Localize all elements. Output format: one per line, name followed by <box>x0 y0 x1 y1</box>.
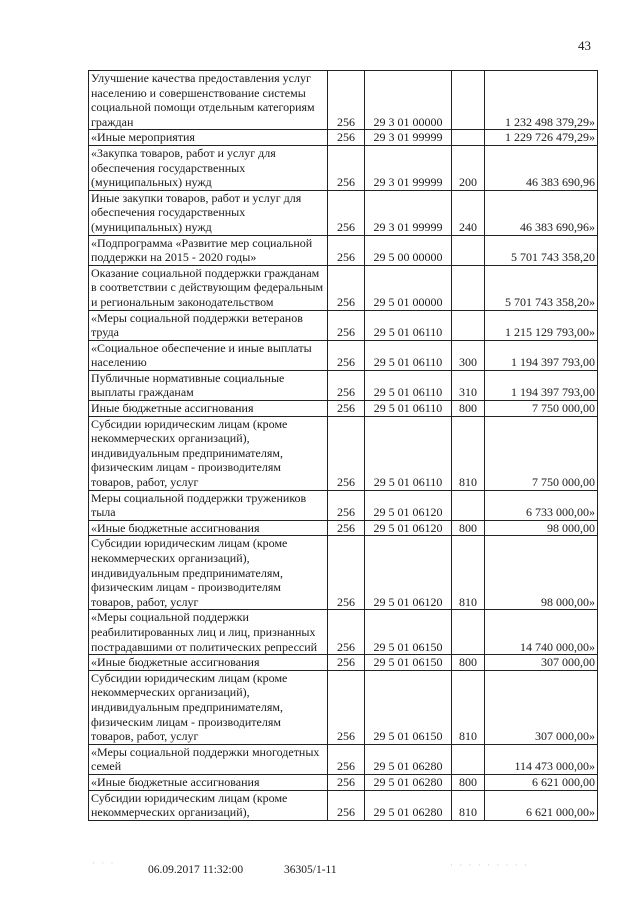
table-row <box>89 235 598 265</box>
row-name: Меры социальной поддержки тружеников тыла <box>89 490 328 520</box>
row-name: «Меры социальной поддержки реабилитированных лиц и лиц, признанных пострадавшими от политических репрессий <box>89 610 328 655</box>
row-csr-code: 29 5 01 06150 <box>365 655 452 671</box>
row-vr-code <box>452 265 485 310</box>
table-row <box>89 340 598 370</box>
row-name: «Иные бюджетные ассигнования <box>89 774 328 790</box>
table-row <box>89 774 598 790</box>
row-sum: 307 000,00 <box>485 655 598 671</box>
table-row <box>89 655 598 671</box>
row-sum: 7 750 000,00 <box>485 416 598 490</box>
row-gr-code: 256 <box>328 520 365 536</box>
table-row <box>89 310 598 340</box>
row-name: Субсидии юридическим лицам (кроме некоммерческих организаций), <box>89 790 328 820</box>
row-name: Оказание социальной поддержки гражданам в соответствии с действующим федеральным и региональным законодательством <box>89 265 328 310</box>
table-row <box>89 490 598 520</box>
row-csr-code: 29 5 01 06120 <box>365 490 452 520</box>
row-vr-code: 810 <box>452 416 485 490</box>
row-name: Субсидии юридическим лицам (кроме некоммерческих организаций), индивидуальным предпринимателям, физическим лицам - производителям товаров, работ, услуг <box>89 416 328 490</box>
page-number: 43 <box>578 38 591 53</box>
row-csr-code: 29 5 01 06150 <box>365 670 452 744</box>
row-vr-code: 810 <box>452 536 485 610</box>
row-name: «Иные мероприятия <box>89 130 328 146</box>
row-vr-code <box>452 310 485 340</box>
scan-noise-right: · · · · · · · · · <box>450 860 529 870</box>
table-row <box>89 670 598 744</box>
row-gr-code: 256 <box>328 744 365 774</box>
table-row <box>89 536 598 610</box>
row-gr-code: 256 <box>328 340 365 370</box>
row-gr-code: 256 <box>328 670 365 744</box>
row-name: «Меры социальной поддержки многодетных семей <box>89 744 328 774</box>
row-sum: 5 701 743 358,20 <box>485 235 598 265</box>
row-csr-code: 29 5 01 06150 <box>365 610 452 655</box>
row-gr-code: 256 <box>328 310 365 340</box>
row-csr-code: 29 3 01 00000 <box>365 71 452 130</box>
row-csr-code: 29 5 01 06120 <box>365 520 452 536</box>
row-csr-code: 29 5 01 06280 <box>365 774 452 790</box>
row-sum: 1 232 498 379,29» <box>485 71 598 130</box>
row-name: «Иные бюджетные ассигнования <box>89 520 328 536</box>
row-vr-code <box>452 490 485 520</box>
row-vr-code: 200 <box>452 145 485 190</box>
row-sum: 98 000,00» <box>485 536 598 610</box>
row-name: Субсидии юридическим лицам (кроме некоммерческих организаций), индивидуальным предпринимателям, физическим лицам - производителям товаров, работ, услуг <box>89 670 328 744</box>
row-csr-code: 29 3 01 99999 <box>365 190 452 235</box>
row-vr-code: 810 <box>452 790 485 820</box>
row-gr-code: 256 <box>328 536 365 610</box>
scan-noise-left: · · · <box>92 858 116 868</box>
row-name: «Подпрограмма «Развитие мер социальной поддержки на 2015 - 2020 годы» <box>89 235 328 265</box>
row-vr-code <box>452 71 485 130</box>
row-sum: 7 750 000,00 <box>485 401 598 417</box>
budget-table <box>88 70 598 821</box>
row-vr-code: 800 <box>452 401 485 417</box>
table-row <box>89 130 598 146</box>
footer-date: 06.09.2017 11:32:00 <box>148 864 244 876</box>
row-csr-code: 29 5 01 06110 <box>365 401 452 417</box>
table-row <box>89 744 598 774</box>
row-csr-code: 29 5 00 00000 <box>365 235 452 265</box>
budget-table-body <box>89 71 598 821</box>
row-csr-code: 29 5 01 00000 <box>365 265 452 310</box>
row-sum: 6 733 000,00» <box>485 490 598 520</box>
table-row <box>89 190 598 235</box>
row-csr-code: 29 5 01 06110 <box>365 370 452 400</box>
table-row <box>89 790 598 820</box>
row-sum: 1 215 129 793,00» <box>485 310 598 340</box>
footer-doc-number: 36305/1-11 <box>284 864 337 876</box>
row-vr-code: 800 <box>452 774 485 790</box>
row-gr-code: 256 <box>328 416 365 490</box>
table-row <box>89 71 598 130</box>
row-name: «Закупка товаров, работ и услуг для обеспечения государственных (муниципальных) нужд <box>89 145 328 190</box>
row-sum: 14 740 000,00» <box>485 610 598 655</box>
row-gr-code: 256 <box>328 610 365 655</box>
row-vr-code <box>452 744 485 774</box>
table-row <box>89 610 598 655</box>
row-sum: 6 621 000,00 <box>485 774 598 790</box>
table-row <box>89 145 598 190</box>
row-vr-code: 800 <box>452 655 485 671</box>
row-sum: 6 621 000,00» <box>485 790 598 820</box>
row-sum: 114 473 000,00» <box>485 744 598 774</box>
row-sum: 46 383 690,96» <box>485 190 598 235</box>
row-sum: 1 194 397 793,00 <box>485 340 598 370</box>
row-sum: 307 000,00» <box>485 670 598 744</box>
table-row <box>89 370 598 400</box>
row-gr-code: 256 <box>328 71 365 130</box>
row-name: «Меры социальной поддержки ветеранов труда <box>89 310 328 340</box>
row-csr-code: 29 5 01 06120 <box>365 536 452 610</box>
row-gr-code: 256 <box>328 370 365 400</box>
table-row <box>89 265 598 310</box>
row-name: Публичные нормативные социальные выплаты гражданам <box>89 370 328 400</box>
row-vr-code <box>452 130 485 146</box>
row-gr-code: 256 <box>328 265 365 310</box>
row-name: Иные бюджетные ассигнования <box>89 401 328 417</box>
row-vr-code <box>452 610 485 655</box>
row-name: Субсидии юридическим лицам (кроме некоммерческих организаций), индивидуальным предпринимателям, физическим лицам - производителям товаров, работ, услуг <box>89 536 328 610</box>
row-vr-code <box>452 235 485 265</box>
row-gr-code: 256 <box>328 655 365 671</box>
row-csr-code: 29 5 01 06110 <box>365 416 452 490</box>
row-gr-code: 256 <box>328 490 365 520</box>
row-gr-code: 256 <box>328 790 365 820</box>
row-gr-code: 256 <box>328 145 365 190</box>
row-csr-code: 29 3 01 99999 <box>365 145 452 190</box>
row-csr-code: 29 3 01 99999 <box>365 130 452 146</box>
row-gr-code: 256 <box>328 774 365 790</box>
row-vr-code: 310 <box>452 370 485 400</box>
row-sum: 1 194 397 793,00 <box>485 370 598 400</box>
row-vr-code: 800 <box>452 520 485 536</box>
row-name: «Иные бюджетные ассигнования <box>89 655 328 671</box>
table-row <box>89 416 598 490</box>
row-csr-code: 29 5 01 06110 <box>365 310 452 340</box>
row-csr-code: 29 5 01 06280 <box>365 744 452 774</box>
row-gr-code: 256 <box>328 235 365 265</box>
row-name: Иные закупки товаров, работ и услуг для обеспечения государственных (муниципальных) нужд <box>89 190 328 235</box>
row-sum: 46 383 690,96 <box>485 145 598 190</box>
row-sum: 1 229 726 479,29» <box>485 130 598 146</box>
row-sum: 5 701 743 358,20» <box>485 265 598 310</box>
row-gr-code: 256 <box>328 130 365 146</box>
row-name: Улучшение качества предоставления услуг населению и совершенствование системы социальной помощи отдельным категориям граждан <box>89 71 328 130</box>
row-gr-code: 256 <box>328 401 365 417</box>
row-vr-code: 240 <box>452 190 485 235</box>
row-sum: 98 000,00 <box>485 520 598 536</box>
row-csr-code: 29 5 01 06110 <box>365 340 452 370</box>
table-row <box>89 401 598 417</box>
row-gr-code: 256 <box>328 190 365 235</box>
row-csr-code: 29 5 01 06280 <box>365 790 452 820</box>
table-row <box>89 520 598 536</box>
row-vr-code: 300 <box>452 340 485 370</box>
row-name: «Социальное обеспечение и иные выплаты населению <box>89 340 328 370</box>
row-vr-code: 810 <box>452 670 485 744</box>
